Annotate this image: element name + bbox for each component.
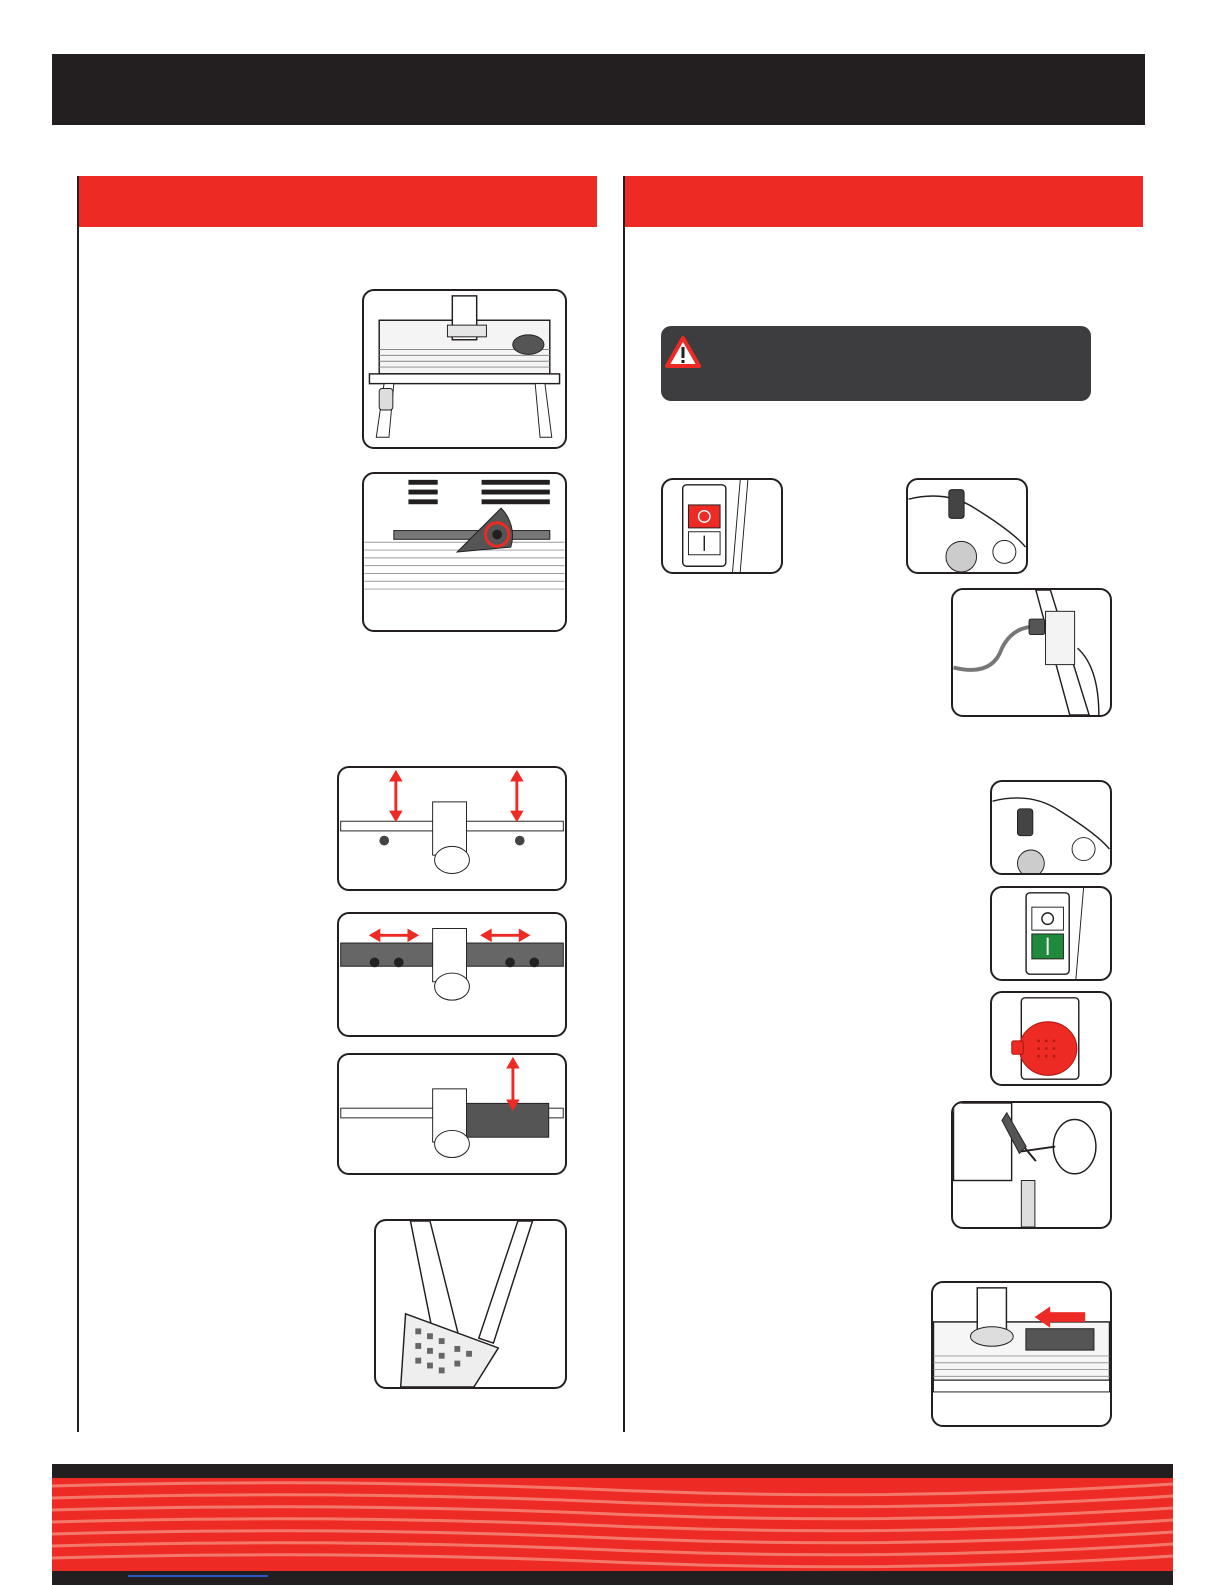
workpiece-feed-image [931, 1281, 1112, 1427]
fence-adjust-vertical-image [337, 766, 567, 891]
header-bar [52, 54, 1145, 125]
router-switch-image [906, 478, 1028, 574]
router-switch-on-image [990, 780, 1112, 875]
footer-band [52, 1464, 1173, 1585]
fence-adjust-horizontal-image [337, 912, 567, 1037]
warning-box [661, 326, 1091, 401]
power-cord-plug-image [951, 588, 1112, 717]
left-column-divider [77, 176, 79, 1432]
right-section-header [625, 176, 1143, 227]
right-column-divider [623, 176, 625, 1432]
warning-triangle-icon [665, 336, 701, 368]
footer-wave-pattern [52, 1478, 1173, 1571]
left-section-header [78, 176, 597, 227]
miter-gauge-image [362, 472, 567, 632]
switch-off-image [661, 478, 783, 574]
switch-on-image [990, 886, 1112, 981]
router-table-overview-image [362, 289, 567, 449]
emergency-stop-cover-image [990, 991, 1112, 1086]
table-leg-foot-image [374, 1219, 567, 1389]
router-lock-lever-image [951, 1101, 1112, 1229]
footer-link-underline[interactable] [128, 1575, 268, 1577]
fence-adjust-single-image [337, 1053, 567, 1175]
